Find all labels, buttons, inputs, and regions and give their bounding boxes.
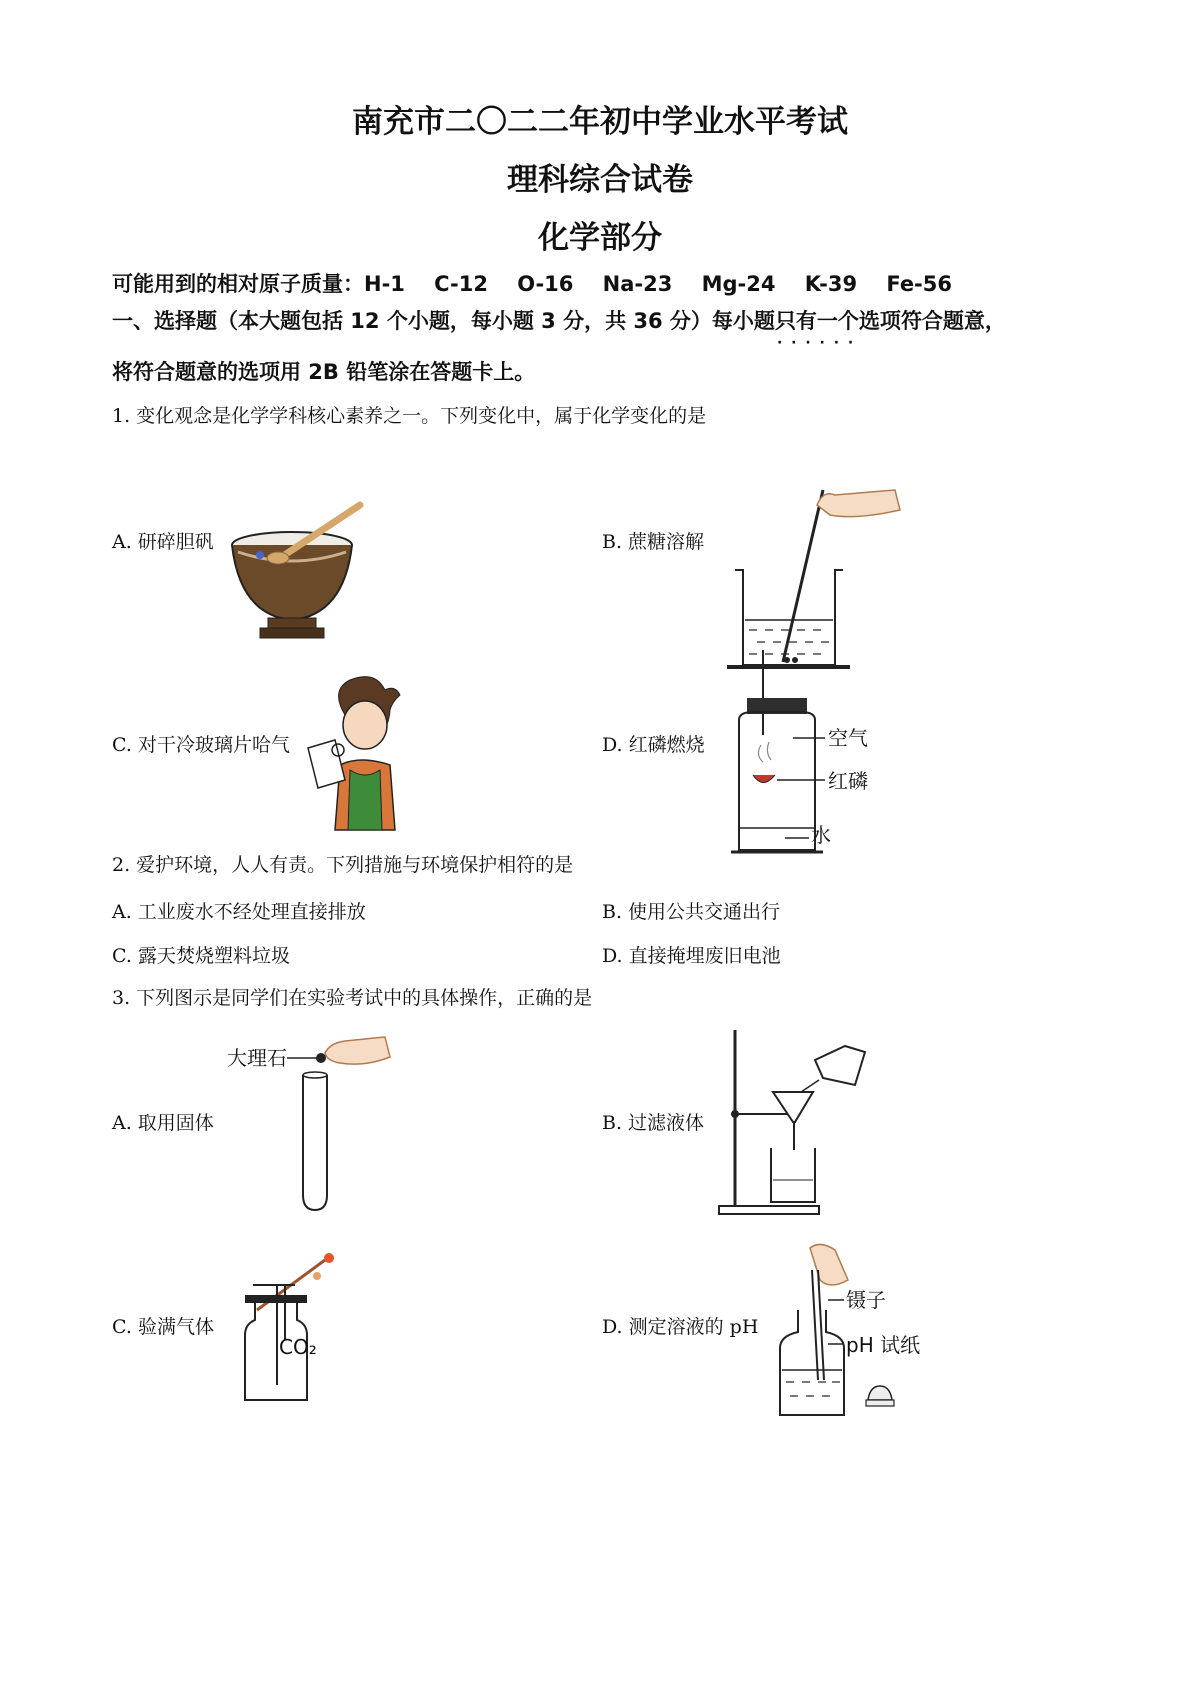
q1-option-b[interactable]: B. 蔗糖溶解 xyxy=(602,531,705,553)
tweezers-label: 镊子 xyxy=(846,1288,886,1312)
red-phosphorus-label: 红磷 xyxy=(828,769,868,793)
q2-option-b[interactable]: B. 使用公共交通出行 xyxy=(602,901,781,923)
section-heading-part2: 符合题意， xyxy=(900,309,1006,333)
atomic-masses: 可能用到的相对原子质量：H-1 C-12 O-16 Na-23 Mg-24 K-39 Fe-56 xyxy=(112,272,952,296)
test-tube-marble-figure xyxy=(225,1035,395,1220)
ph-paper-label: pH 试纸 xyxy=(846,1333,921,1357)
q2-option-c[interactable]: C. 露天焚烧塑料垃圾 xyxy=(112,945,290,967)
q3-stem: 3. 下列图示是同学们在实验考试中的具体操作，正确的是 xyxy=(112,987,593,1009)
red-phosphorus-burning-figure xyxy=(725,650,925,860)
section-heading-line2: 将符合题意的选项用 2B 铅笔涂在答题卡上。 xyxy=(112,360,536,384)
q3-option-c[interactable]: C. 验满气体 xyxy=(112,1316,214,1338)
exam-title: 南充市二〇二二年初中学业水平考试 xyxy=(352,104,848,140)
q2-stem: 2. 爱护环境，人人有责。下列措施与环境保护相符的是 xyxy=(112,854,574,876)
section-heading-emphasis: 只有一个选项 · · · xyxy=(775,309,901,333)
section-heading-part1: 一、选择题（本大题包括 12 个小题，每小题 3 分，共 36 分）每小题 xyxy=(112,309,775,333)
q2-option-a[interactable]: A. 工业废水不经处理直接排放 xyxy=(112,901,366,923)
q3-option-a[interactable]: A. 取用固体 xyxy=(112,1112,214,1134)
q1-option-c[interactable]: C. 对干冷玻璃片哈气 xyxy=(112,734,290,756)
co2-label: CO₂ xyxy=(279,1335,317,1359)
girl-breathing-on-glass-figure xyxy=(300,670,420,850)
beaker-stirring-figure xyxy=(735,490,915,670)
gas-collection-bottle-figure xyxy=(245,1240,365,1410)
marble-label: 大理石 xyxy=(227,1046,287,1070)
section-heading xyxy=(112,305,1006,335)
paper-subtitle: 理科综合试卷 xyxy=(507,162,693,198)
air-label: 空气 xyxy=(828,726,868,750)
ph-test-figure xyxy=(780,1240,950,1425)
q1-option-d[interactable]: D. 红磷燃烧 xyxy=(602,734,705,756)
q1-option-a[interactable]: A. 研碎胆矾 xyxy=(112,531,214,553)
q2-option-d[interactable]: D. 直接掩埋废旧电池 xyxy=(602,945,781,967)
q3-option-d[interactable]: D. 测定溶液的 pH xyxy=(602,1316,759,1338)
q3-option-b[interactable]: B. 过滤液体 xyxy=(602,1112,705,1134)
section-title: 化学部分 xyxy=(538,220,662,256)
filtration-setup-figure xyxy=(715,1030,875,1220)
mortar-pestle-figure xyxy=(230,530,370,650)
q1-stem: 1. 变化观念是化学学科核心素养之一。下列变化中，属于化学变化的是 xyxy=(112,405,707,427)
water-label: 水 xyxy=(811,823,831,847)
